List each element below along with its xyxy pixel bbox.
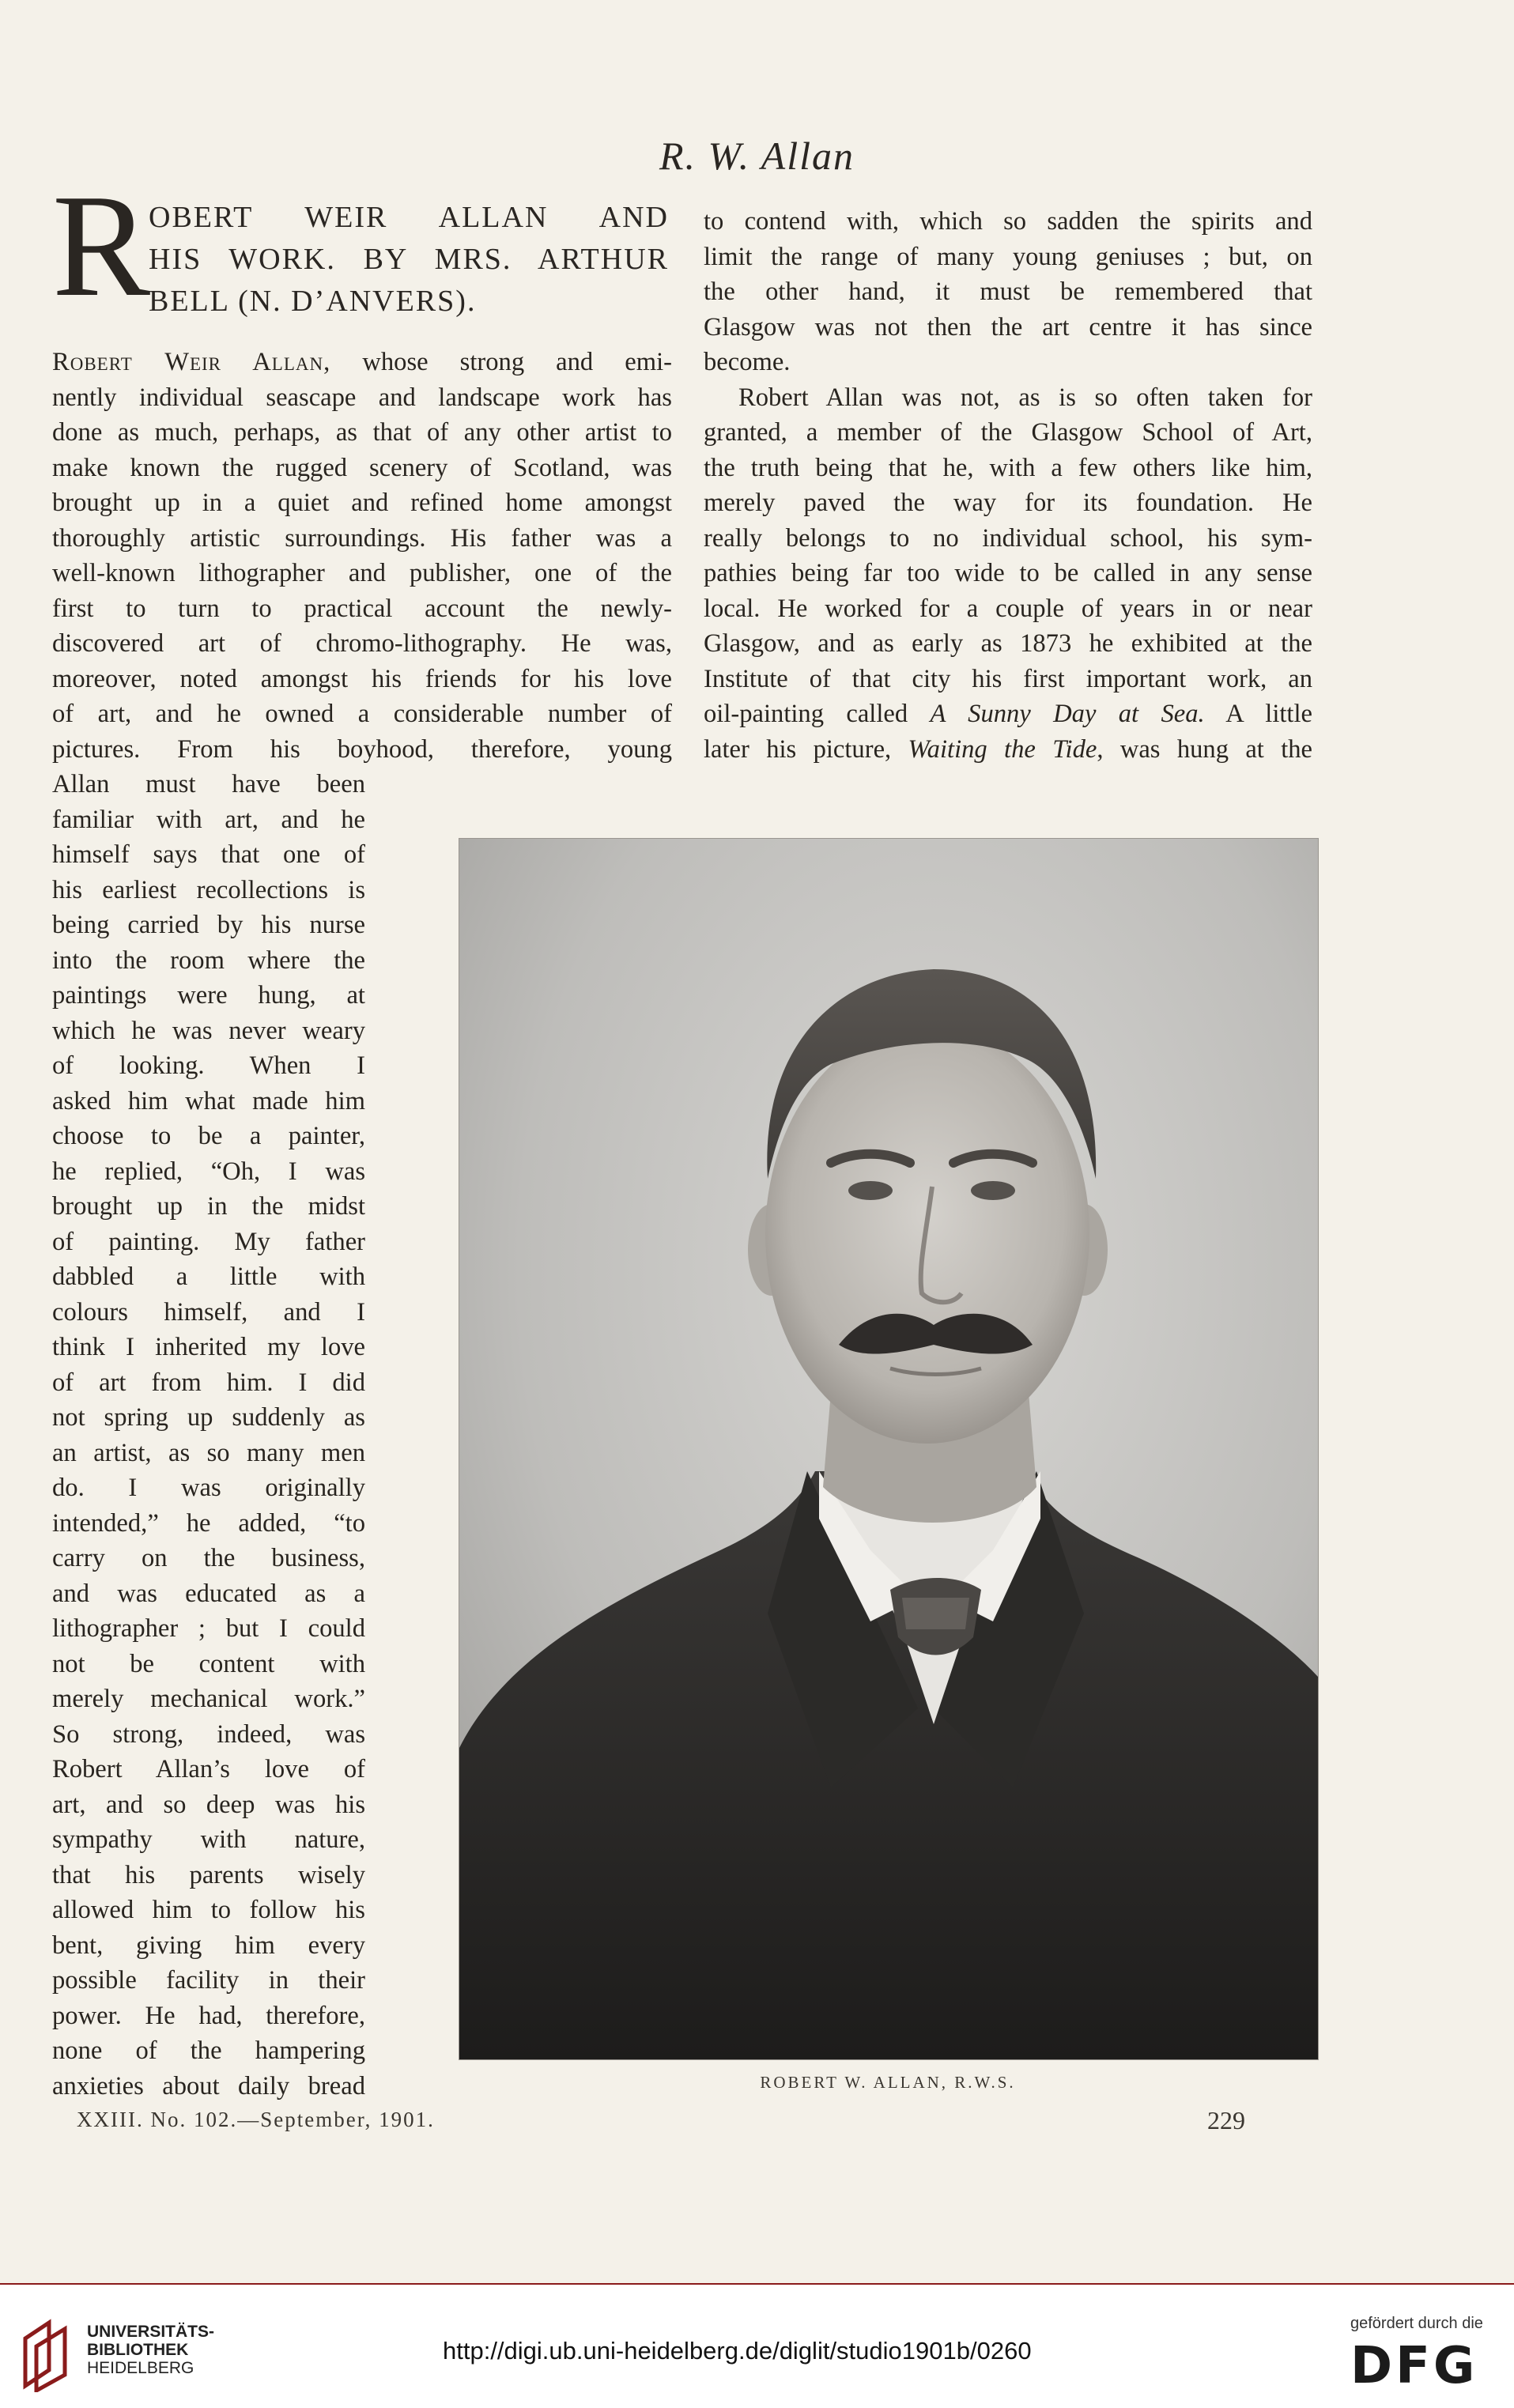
text-line: pictures. From his boyhood, therefore, young <box>52 734 672 764</box>
text-line: Robert Allan’s love of <box>52 1755 365 1783</box>
text-line: which he was never weary <box>52 1016 365 1045</box>
painting-title: Waiting the Tide <box>908 734 1097 764</box>
text-line: nently individual seascape and landscape work has <box>52 383 672 412</box>
text-line: choose to be a painter, <box>52 1122 365 1150</box>
text-line: into the room where the <box>52 945 365 975</box>
text-line: brought up in the midst <box>52 1192 365 1221</box>
text-line: limit the range of many young geniuses ; but, on <box>704 242 1312 271</box>
digitization-bar <box>0 2283 1514 2408</box>
text-line: of painting. My father <box>52 1227 365 1256</box>
text-line: not be content with <box>52 1649 365 1678</box>
text-line: merely mechanical work.” <box>52 1685 365 1713</box>
text-line: Robert Allan was not, as is so often taken for <box>738 383 1312 412</box>
text-line: anxieties about daily bread <box>52 2071 365 2100</box>
text-line: Glasgow was not then the art centre it has since <box>704 312 1312 342</box>
figure-caption: ROBERT W. ALLAN, R.W.S. <box>760 2073 1016 2092</box>
library-name: UNIVERSITÄTS- BIBLIOTHEK HEIDELBERG <box>87 2323 215 2377</box>
text-line: colours himself, and I <box>52 1297 365 1327</box>
text-line: that his parents wisely <box>52 1860 365 1889</box>
text-line: power. He had, therefore, <box>52 2001 365 2030</box>
text-line: granted, a member of the Glasgow School of Art, <box>704 418 1312 447</box>
text-line: local. He worked for a couple of years in or near <box>704 594 1312 623</box>
text-line: none of the hampering <box>52 2036 365 2065</box>
text-line: oil-painting called A Sunny Day at Sea. A little <box>704 700 1312 728</box>
title-line: HIS WORK. BY MRS. ARTHUR <box>149 243 669 276</box>
text-line: of art from him. I did <box>52 1368 365 1397</box>
portrait-photo <box>459 838 1319 2060</box>
text-line: So strong, indeed, was <box>52 1719 365 1749</box>
text-line: first to turn to practical account the newly- <box>52 594 672 623</box>
text-line: the other hand, it must be remembered that <box>704 277 1312 306</box>
text-line: dabbled a little with <box>52 1263 365 1291</box>
text-line: allowed him to follow his <box>52 1896 365 1924</box>
text-line: do. I was originally <box>52 1474 365 1502</box>
text-line: well-known lithographer and publisher, one of the <box>52 559 672 587</box>
text-line: Allan must have been <box>52 770 365 798</box>
text-line: of art, and he owned a considerable number of <box>52 700 672 728</box>
text-line: Glasgow, and as early as 1873 he exhibited at the <box>704 629 1312 658</box>
text-line: pathies being far too wide to be called in any sense <box>704 559 1312 587</box>
text-line: to contend with, which so sadden the spirits and <box>704 207 1312 236</box>
portrait-illustration <box>459 839 1318 2059</box>
text-line: really belongs to no individual school, his sym- <box>704 523 1312 553</box>
text-line: Robert Weir Allan, whose strong and emi- <box>52 348 672 376</box>
text-line: familiar with art, and he <box>52 805 365 834</box>
text-line: brought up in a quiet and refined home amongst <box>52 489 672 517</box>
text-line: possible facility in their <box>52 1966 365 1995</box>
text-line: carry on the business, <box>52 1544 365 1572</box>
text-line: and was educated as a <box>52 1579 365 1608</box>
library-logo-icon <box>17 2315 76 2392</box>
text-line: think I inherited my love <box>52 1333 365 1361</box>
right-column <box>704 204 1312 767</box>
text-line: merely paved the way for its foundation. He <box>704 489 1312 517</box>
painting-title: A Sunny Day at Sea. <box>930 700 1205 728</box>
text-line: the truth being that he, with a few others like him, <box>704 453 1312 482</box>
left-column-narrow <box>52 767 365 2104</box>
text-line: later his picture, Waiting the Tide, was hung at the <box>704 734 1312 764</box>
sponsor-text: gefördert durch die <box>1350 2315 1483 2332</box>
text-line: thoroughly artistic surroundings. His father was a <box>52 523 672 553</box>
text-line: art, and so deep was his <box>52 1790 365 1819</box>
article-title <box>149 200 669 326</box>
text-line: his earliest recollections is <box>52 875 365 904</box>
opening-name: Robert Weir Allan, <box>52 348 331 376</box>
text-line: become. <box>704 348 791 376</box>
title-line: OBERT WEIR ALLAN AND <box>149 201 669 234</box>
text-line: asked him what made him <box>52 1086 365 1115</box>
issue-line: XXIII. No. 102.—September, 1901. <box>77 2108 435 2131</box>
bar-rule <box>0 2283 1514 2285</box>
text-line: himself says that one of <box>52 840 365 869</box>
text-line: being carried by his nurse <box>52 911 365 939</box>
text-line: sympathy with nature, <box>52 1825 365 1854</box>
text-line: moreover, noted amongst his friends for his love <box>52 664 672 693</box>
text-line: bent, giving him every <box>52 1931 365 1960</box>
permalink-url[interactable]: http://digi.ub.uni-heidelberg.de/diglit/studio1901b/0260 <box>443 2337 1032 2365</box>
title-line: BELL (N. D’ANVERS). <box>149 285 477 318</box>
text-line: he replied, “Oh, I was <box>52 1157 365 1186</box>
dfg-logo: DFG <box>1350 2337 1478 2395</box>
text-line: an artist, as so many men <box>52 1438 365 1467</box>
text-line: Institute of that city his first important work, an <box>704 664 1312 693</box>
left-column-full <box>52 345 672 767</box>
text-line: not spring up suddenly as <box>52 1403 365 1432</box>
page-number: 229 <box>1207 2106 1245 2134</box>
text-line: done as much, perhaps, as that of any other artist to <box>52 418 672 447</box>
text-line: make known the rugged scenery of Scotland, was <box>52 453 672 482</box>
running-head: R. W. Allan <box>659 134 855 178</box>
drop-cap: R <box>52 164 151 327</box>
text-line: lithographer ; but I could <box>52 1614 365 1643</box>
text-line: paintings were hung, at <box>52 981 365 1010</box>
text-line: intended,” he added, “to <box>52 1508 365 1538</box>
text-line: of looking. When I <box>52 1051 365 1080</box>
text-line: discovered art of chromo-lithography. He was, <box>52 629 672 658</box>
